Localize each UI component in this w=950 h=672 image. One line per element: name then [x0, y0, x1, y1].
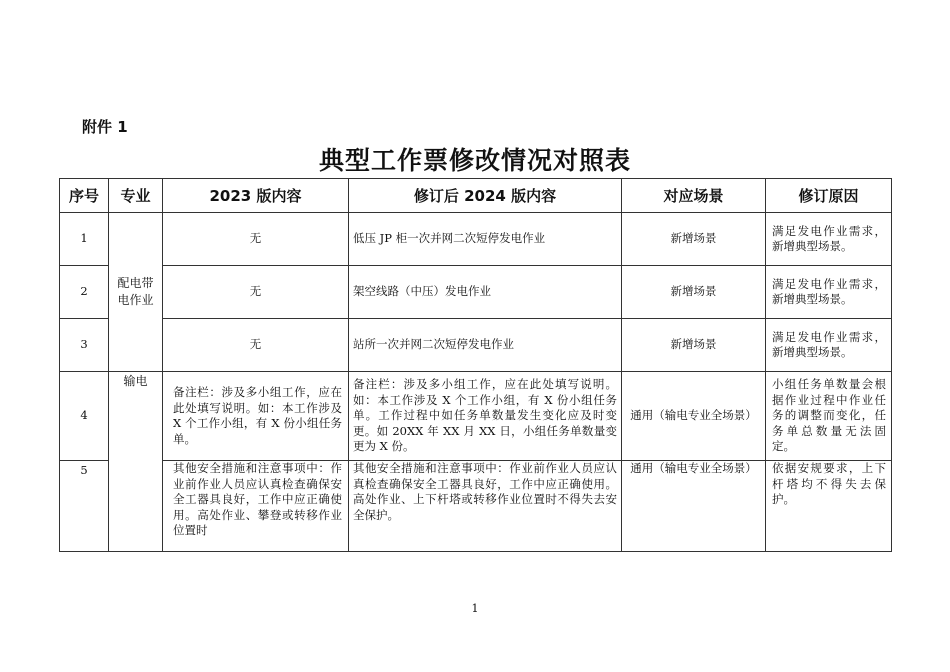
page-number: 1 — [471, 602, 479, 615]
new-content-cell: 备注栏：涉及多小组工作，应在此处填写说明。如：本工作涉及 X 个工作小组，有 X 份小组任务单。工作过程中如任务单数量发生变化应及时变更。如 20XX 年 XX 月 XX 日，小组任务单数量变更为 X 份。 — [349, 372, 622, 461]
comparison-table — [59, 178, 892, 552]
row-number: 3 — [60, 319, 109, 372]
old-content-cell: 无 — [163, 319, 349, 372]
specialty-cell — [109, 213, 163, 372]
row-number: 1 — [60, 213, 109, 266]
table-row — [60, 319, 892, 372]
table-row — [60, 461, 892, 552]
scene-cell: 通用（输电专业全场景） — [622, 372, 766, 461]
old-content-text: 其他安全措施和注意事项中：作业前作业人员应认真检查确保安全工器具良好，工作中应正确使用。高处作业、攀登或转移作业位置时 — [173, 461, 342, 537]
old-content-cell: 无 — [163, 213, 349, 266]
old-content-cell — [163, 461, 349, 552]
specialty-label: 配电带电作业 — [117, 276, 154, 307]
column-header-reason: 修订原因 — [766, 179, 892, 213]
row-number: 2 — [60, 266, 109, 319]
column-header-scene: 对应场景 — [622, 179, 766, 213]
new-content-cell: 架空线路（中压）发电作业 — [349, 266, 622, 319]
column-header-2024-content: 修订后 2024 版内容 — [349, 179, 622, 213]
row-number: 4 — [60, 372, 109, 461]
scene-cell: 新增场景 — [622, 319, 766, 372]
new-content-cell: 其他安全措施和注意事项中：作业前作业人员应认真检查确保安全工器具良好，工作中应正确使用。高处作业、上下杆塔或转移作业位置时不得失去安全保护。 — [349, 461, 622, 552]
new-content-cell: 低压 JP 柜一次并网二次短停发电作业 — [349, 213, 622, 266]
old-content-cell: 备注栏：涉及多小组工作，应在此处填写说明。如：本工作涉及 X 个工作小组，有 X 份小组任务单。 — [163, 372, 349, 461]
reason-cell: 满足发电作业需求，新增典型场景。 — [766, 213, 892, 266]
table-row — [60, 372, 892, 461]
column-header-2023-content: 2023 版内容 — [163, 179, 349, 213]
specialty-cell — [109, 372, 163, 552]
old-content-cell: 无 — [163, 266, 349, 319]
reason-cell: 满足发电作业需求，新增典型场景。 — [766, 319, 892, 372]
new-content-cell: 站所一次并网二次短停发电作业 — [349, 319, 622, 372]
scene-cell: 新增场景 — [622, 266, 766, 319]
table-header-row — [60, 179, 892, 213]
reason-cell: 依据安规要求，上下杆塔均不得失去保护。 — [766, 461, 892, 552]
row-number: 5 — [60, 461, 109, 552]
document-title: 典型工作票修改情况对照表 — [318, 146, 631, 175]
table-row — [60, 213, 892, 266]
scene-cell: 新增场景 — [622, 213, 766, 266]
attachment-label: 附件 1 — [82, 118, 128, 136]
specialty-label: 输电 — [123, 374, 148, 388]
scene-cell: 通用（输电专业全场景） — [622, 461, 766, 552]
reason-cell: 小组任务单数量会根据作业过程中作业任务的调整而变化，任务单总数量无法固定。 — [766, 372, 892, 461]
column-header-specialty: 专业 — [109, 179, 163, 213]
reason-cell: 满足发电作业需求，新增典型场景。 — [766, 266, 892, 319]
column-header-no: 序号 — [60, 179, 109, 213]
table-row — [60, 266, 892, 319]
